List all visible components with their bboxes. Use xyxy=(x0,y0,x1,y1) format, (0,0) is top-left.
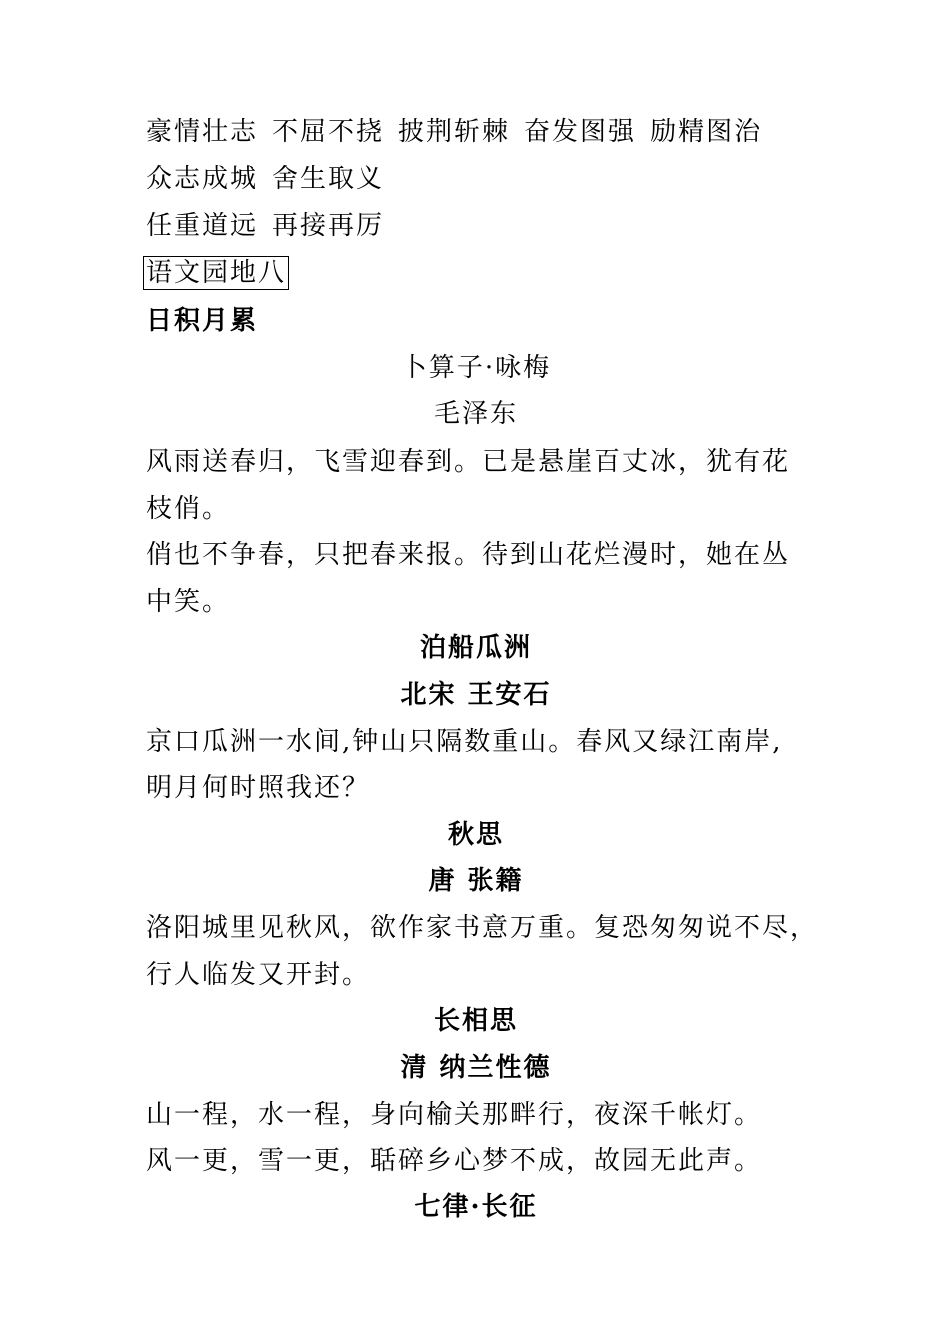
poem-title: 秋思 xyxy=(447,820,504,850)
section-title: 语文园地八 xyxy=(143,256,289,290)
poem-title: 长相思 xyxy=(433,1006,518,1036)
poem-author: 毛泽东 xyxy=(433,399,518,429)
poem-line: 俏也不争春，只把春来报。待到山花烂漫时，她在丛 xyxy=(146,540,791,570)
poem-author: 北宋 王安石 xyxy=(400,680,552,710)
idiom-line-3 xyxy=(146,210,384,242)
poem-author: 清 纳兰性德 xyxy=(400,1053,552,1083)
poem-line: 风雨送春归，飞雪迎春到。已是悬崖百丈冰，犹有花 xyxy=(146,447,791,477)
poem-line: 风一更，雪一更，聒碎乡心梦不成，故园无此声。 xyxy=(146,1146,763,1176)
idiom: 众志成城 xyxy=(146,164,259,194)
idiom: 不屈不挠 xyxy=(272,117,385,147)
poem-line: 明月何时照我还？ xyxy=(146,773,371,803)
idiom-line-1 xyxy=(146,116,762,148)
poem-author: 唐 张籍 xyxy=(428,866,524,896)
idiom: 励精图治 xyxy=(650,117,763,147)
idiom-line-2 xyxy=(146,163,384,195)
poem-line: 中笑。 xyxy=(146,587,231,617)
poem-line: 京口瓜洲一水间,钟山只隔数重山。春风又绿江南岸, xyxy=(146,727,783,757)
subsection-title: 日积月累 xyxy=(146,306,259,336)
poem-title: 卜算子·咏梅 xyxy=(400,353,552,383)
idiom: 披荆斩棘 xyxy=(398,117,511,147)
idiom: 舍生取义 xyxy=(272,164,385,194)
poem-line: 枝俏。 xyxy=(146,494,231,524)
poem-line: 洛阳城里见秋风，欲作家书意万重。复恐匆匆说不尽， xyxy=(146,913,819,943)
poem-line: 行人临发又开封。 xyxy=(146,960,371,990)
idiom: 再接再厉 xyxy=(272,211,385,241)
idiom: 奋发图强 xyxy=(524,117,637,147)
poem-line: 山一程，水一程，身向榆关那畔行，夜深千帐灯。 xyxy=(146,1100,763,1130)
poem-title: 泊船瓜洲 xyxy=(419,633,532,663)
idiom: 任重道远 xyxy=(146,211,259,241)
poem-title: 七律·长征 xyxy=(414,1192,538,1222)
idiom: 豪情壮志 xyxy=(146,117,259,147)
